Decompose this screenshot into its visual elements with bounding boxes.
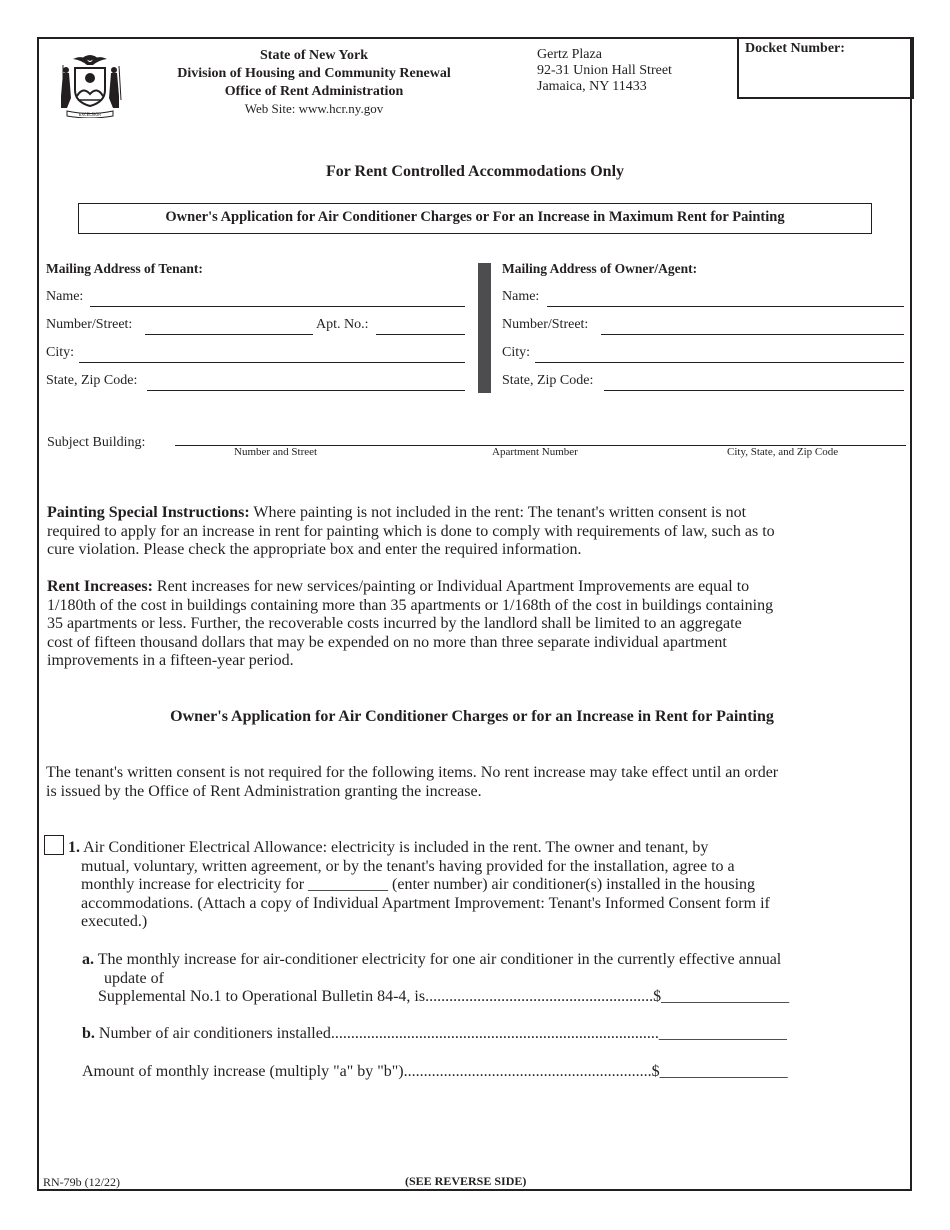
item1-line2: mutual, voluntary, written agreement, or by the tenant's having provided for the installation, agree to a xyxy=(81,857,735,875)
rent-increases-line1: Rent increases for new services/painting or Individual Apartment Improvements are equal to xyxy=(152,578,750,595)
owner-street-field[interactable] xyxy=(601,334,904,335)
agency-division: Division of Housing and Community Renewal xyxy=(177,66,451,81)
owner-city-field[interactable] xyxy=(535,362,904,363)
painting-line3: cure violation. Please check the appropriate box and enter the required information. xyxy=(47,541,582,558)
form-title: Owner's Application for Air Conditioner Charges or For an Increase in Maximum Rent for Painting xyxy=(78,203,872,234)
office-address-line1: Gertz Plaza xyxy=(537,47,602,62)
form-code: RN-79b (12/22) xyxy=(43,1175,120,1189)
painting-instructions xyxy=(47,504,917,560)
section-title: Owner's Application for Air Conditioner Charges or for an Increase in Rent for Painting xyxy=(170,708,774,725)
item1-line5: executed.) xyxy=(81,913,148,930)
tenant-city-field[interactable] xyxy=(79,362,465,363)
tenant-apt-label: Apt. No.: xyxy=(316,317,369,332)
tenant-street-field[interactable] xyxy=(145,334,313,335)
item-a-letter: a. xyxy=(82,951,94,968)
see-reverse-note: (SEE REVERSE SIDE) xyxy=(405,1174,527,1188)
page-title: For Rent Controlled Accommodations Only xyxy=(325,163,625,180)
painting-line1: Where painting is not included in the rent: The tenant's written consent is not xyxy=(249,504,747,521)
consent-line1: The tenant's written consent is not required for the following items. No rent increase may take effect until an order xyxy=(46,764,779,781)
office-address-line3: Jamaica, NY 11433 xyxy=(537,79,647,94)
tenant-street-label: Number/Street: xyxy=(46,317,133,332)
item1-checkbox[interactable] xyxy=(44,835,64,855)
rent-increases-line5: improvements in a fifteen-year period. xyxy=(47,652,294,669)
owner-city-label: City: xyxy=(502,345,531,360)
docket-number-box[interactable] xyxy=(737,37,914,99)
consent-line2: is issued by the Office of Rent Administration granting the increase. xyxy=(46,782,482,800)
item1-line1: Air Conditioner Electrical Allowance: electricity is included in the rent. The owner and tenant, by xyxy=(80,839,709,856)
item-a-amount-field[interactable]: Supplemental No.1 to Operational Bulletin 84-4, is.........................................................$________________ xyxy=(98,988,790,1005)
rent-increases-heading: Rent Increases: xyxy=(47,578,153,595)
office-address-line2: 92-31 Union Hall Street xyxy=(537,63,672,78)
item1-line4: accommodations. (Attach a copy of Individual Apartment Improvement: Tenant's Informed Consent form if xyxy=(81,894,770,912)
tenant-name-label: Name: xyxy=(46,289,84,304)
monthly-increase-total xyxy=(82,1063,912,1082)
owner-street-label: Number/Street: xyxy=(502,317,589,332)
owner-name-label: Name: xyxy=(502,289,540,304)
caption-apartment-number: Apartment Number xyxy=(492,446,578,458)
item-b-count-field[interactable]: Number of air conditioners installed..................................................................................________________ xyxy=(94,1025,787,1042)
tenant-state-zip-label: State, Zip Code: xyxy=(46,373,138,388)
owner-address-heading: Mailing Address of Owner/Agent: xyxy=(502,261,698,276)
rent-increases-line2: 1/180th of the cost in buildings containing more than 35 apartments or 1/168th of the cost in buildings containing xyxy=(47,596,774,614)
tenant-apt-field[interactable] xyxy=(376,334,465,335)
subject-building-label: Subject Building: xyxy=(47,435,146,450)
painting-heading: Painting Special Instructions: xyxy=(47,504,250,521)
owner-name-field[interactable] xyxy=(547,306,904,307)
item-a-line2: update of xyxy=(104,969,164,987)
tenant-address-heading: Mailing Address of Tenant: xyxy=(46,261,203,276)
item-a-line1: The monthly increase for air-conditioner electricity for one air conditioner in the currently effective annual xyxy=(94,951,782,968)
tenant-state-zip-field[interactable] xyxy=(147,390,465,391)
monthly-increase-field[interactable]: Amount of monthly increase (multiply "a" by "b")..............................................................$________________ xyxy=(82,1063,788,1080)
agency-website: Web Site: www.hcr.ny.gov xyxy=(244,101,384,116)
tenant-name-field[interactable] xyxy=(90,306,465,307)
caption-number-street: Number and Street xyxy=(234,446,318,458)
agency-state: State of New York xyxy=(260,48,368,63)
rent-increases-text xyxy=(47,578,917,671)
painting-line2: required to apply for an increase in rent for painting which is done to comply with requirements of law, such as to xyxy=(47,522,775,540)
item1-line3: monthly increase for electricity for __________ (enter number) air conditioner(s) installed in the housing xyxy=(81,876,756,893)
column-divider xyxy=(478,263,491,393)
docket-number-label: Docket Number: xyxy=(745,41,845,56)
owner-state-zip-field[interactable] xyxy=(604,390,904,391)
item1-text xyxy=(68,839,918,932)
owner-state-zip-label: State, Zip Code: xyxy=(502,373,594,388)
rent-increases-line3: 35 apartments or less. Further, the recoverable costs incurred by the landlord shall be limited to an aggregate xyxy=(47,615,742,632)
office-address xyxy=(537,47,672,95)
agency-block xyxy=(158,47,470,117)
rent-increases-line4: cost of fifteen thousand dollars that may be expended on no more than three separate individual apartment xyxy=(47,633,727,651)
item1-number: 1. xyxy=(68,839,80,856)
caption-city-state-zip: City, State, and Zip Code xyxy=(727,446,839,458)
item-a-text xyxy=(82,951,912,1007)
agency-office: Office of Rent Administration xyxy=(224,84,404,99)
consent-note xyxy=(46,764,916,801)
item-b-text xyxy=(82,1025,912,1044)
item-b-letter: b. xyxy=(82,1025,95,1042)
state-seal-icon xyxy=(53,50,127,118)
seal-motto: EXCELSIOR xyxy=(78,112,102,117)
tenant-city-label: City: xyxy=(46,345,75,360)
